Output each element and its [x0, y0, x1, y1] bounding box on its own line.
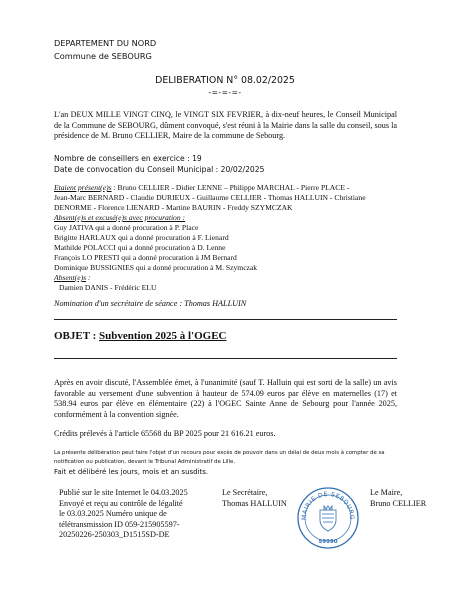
commune-name: Commune de SEBOURG [54, 51, 152, 61]
seal-text: MAIRIE DE SEBOURG [300, 490, 356, 521]
proxy-item: Guy JATIVA qui a donné procuration à P. Place [54, 223, 199, 232]
publication-line: 20250226-250303_D1515SD-DE [59, 530, 170, 540]
present-names-1: : Bruno CELLIER - Didier LENNE – Philippe MARCHAL - Pierre PLACE - [111, 183, 350, 192]
proxy-list [54, 223, 257, 273]
member-count: Nombre de conseillers en exercice : 19 [54, 154, 202, 163]
proxy-item: Brigitte HARLAUX qui a donné procuration à F. Lienard [54, 233, 229, 242]
proxy-item: Dominique BUSSIGNIES qui a donné procuration à M. Szymczak [54, 263, 258, 272]
credits-line: Crédits prélevés à l'article 65568 du BP 2025 pour 21 616.21 euros. [54, 429, 276, 438]
mairie-seal [296, 486, 360, 550]
object-heading [54, 330, 226, 342]
convocation-date: Date de convocation du Conseil Municipal : 20/02/2025 [54, 165, 265, 174]
proxy-item: Mathilde POLACCI qui a donné procuration à D. Lenne [54, 243, 226, 252]
department-name: DEPARTEMENT DU NORD [54, 38, 157, 48]
publication-line: télétransmission ID 059-215905597- [59, 519, 180, 529]
body-paragraph: Après en avoir discuté, l'Assemblée émet, à l'unanimité (sauf T. Halluin qui est sorti de la salle) un avis favorable au versement d'une subvention à hauteur de 574.09 euros par élève en maternelles (17) et 538.94 euros par élève en élémentaire (22) à l'OGEC Sainte Anne de Sebourg pour l'année 2025, conformément à la convention signée. [54, 378, 397, 419]
publication-block [59, 488, 188, 541]
absent-colon: : [86, 273, 91, 282]
present-label: Etaient présent(e)s [54, 183, 112, 192]
mayor-title: Le Maire, [370, 488, 403, 497]
present-line-2: Jean-Marc BERNARD - Claudie DURIEUX - Guillaume CELLIER - Thomas HALLUIN - Christiane [54, 193, 366, 202]
seal-postcode: 59990 [318, 539, 338, 545]
proxy-label: Absent(e)s et excusé(e)s avec procuration : [54, 213, 186, 222]
title-divider: -=-=-=- [208, 88, 242, 97]
intro-paragraph: L'an DEUX MILLE VINGT CINQ, le VINGT SIX FEVRIER, à dix-neuf heures, le Conseil Municipal de la Commune de SEBOURG, dûment convoqué, s'est réuni à la Mairie dans la salle du conseil, sous la présidence de M. Bruno CELLIER, Maire de la commune de Sebourg. [54, 110, 397, 141]
proxy-item: François LO PRESTI qui a donné procuration à JM Bernard [54, 253, 237, 262]
mayor-name: Bruno CELLIER [370, 499, 427, 508]
absent-label: Absent(e)s [54, 273, 87, 282]
seal-crest-icon [320, 506, 336, 531]
object-subject: Subvention 2025 à l'OGEC [99, 330, 227, 342]
absent-names: Damien DANIS - Frédéric ELU [59, 283, 157, 292]
secretary-nomination: Nomination d'un secrétaire de séance : Thomas HALLUIN [54, 299, 247, 308]
legal-line-3: Fait et délibéré les jours, mois et an susdits. [54, 468, 209, 476]
publication-line: Envoyé et reçu au contrôle de légalité [59, 498, 183, 508]
secretary-title: Le Secrétaire, [222, 488, 268, 497]
deliberation-title: DELIBERATION N° 08.02/2025 [155, 75, 295, 86]
present-line-1 [54, 183, 349, 193]
legal-line-2: notification ou publication, devant le Tribunal Administratif de Lille. [54, 459, 236, 465]
present-line-3: DENORME - Florence LIENARD - Martine BAURIN - Freddy SZYMCZAK [54, 203, 293, 212]
absent-line [54, 273, 91, 283]
divider-bottom [54, 358, 397, 359]
legal-line-1: La présente délibération peut faire l'objet d'un recours pour excès de pouvoir dans un délai de deux mois à compter de sa [54, 450, 385, 456]
publication-line: Publié sur le site Internet le 04.03.2025 [59, 488, 188, 497]
object-label: OBJET : [54, 330, 100, 342]
divider-top [54, 319, 397, 320]
secretary-name: Thomas HALLUIN [222, 499, 287, 508]
publication-line: le 03.03.2025 Numéro unique de [59, 509, 167, 519]
